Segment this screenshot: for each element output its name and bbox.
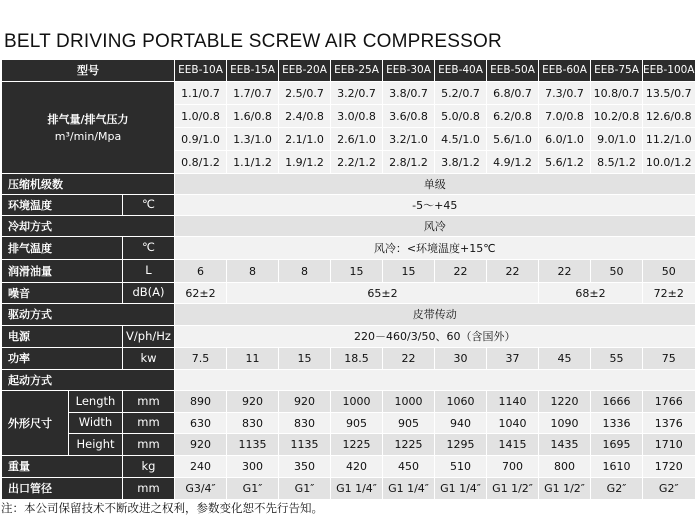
stages-label: 压缩机级数: [2, 174, 175, 195]
power-cell: 45: [539, 348, 591, 370]
outlet-cell: G3/4″: [175, 478, 227, 500]
ambient-unit: ℃: [123, 195, 175, 216]
dimension-cell: 1766: [643, 391, 696, 413]
noise-unit: dB(A): [123, 283, 175, 304]
dimension-cell: 905: [331, 413, 383, 434]
drive-row: [2, 304, 696, 326]
power-cell: 75: [643, 348, 696, 370]
footnote: 注：本公司保留技术不断改进之权利，参数变化恕不先行告知。: [1, 501, 323, 515]
exhaust-temp-unit: ℃: [123, 237, 175, 260]
power-label: 功率: [2, 348, 123, 370]
dimension-row: [2, 391, 696, 413]
stages-row: [2, 174, 696, 195]
oil-cell: 15: [383, 260, 435, 283]
exhaust-cell: 7.3/0.7: [539, 82, 591, 105]
exhaust-cell: 0.8/1.2: [175, 151, 227, 174]
weight-cell: 240: [175, 456, 227, 478]
noise-cell: 68±2: [539, 283, 643, 304]
power-cell: 11: [227, 348, 279, 370]
outlet-cell: G1 1/4″: [383, 478, 435, 500]
dimension-cell: 1435: [539, 434, 591, 456]
weight-cell: 450: [383, 456, 435, 478]
start-label: 起动方式: [2, 370, 175, 391]
model-cell: EEB-50A: [487, 60, 539, 82]
dimensions-label: 外形尺寸: [2, 391, 69, 456]
dimension-cell: 905: [383, 413, 435, 434]
weight-cell: 510: [435, 456, 487, 478]
dimension-row: [2, 434, 696, 456]
spec-table: [1, 59, 696, 500]
dimension-cell: 1140: [487, 391, 539, 413]
stages-value: 单级: [175, 174, 696, 195]
noise-row: [2, 283, 696, 304]
oil-cell: 15: [331, 260, 383, 283]
dimension-cell: 1336: [591, 413, 643, 434]
ambient-value: -5～+45: [175, 195, 696, 216]
exhaust-cell: 10.2/0.8: [591, 105, 643, 128]
exhaust-cell: 3.8/1.2: [435, 151, 487, 174]
outlet-cell: G2″: [591, 478, 643, 500]
oil-unit: L: [123, 260, 175, 283]
exhaust-cell: 4.9/1.2: [487, 151, 539, 174]
model-label: 型号: [2, 60, 175, 82]
oil-label: 润滑油量: [2, 260, 123, 283]
model-cell: EEB-100A: [643, 60, 696, 82]
dimension-row: [2, 413, 696, 434]
dimension-cell: 1135: [227, 434, 279, 456]
outlet-row: [2, 478, 696, 500]
exhaust-cell: 2.4/0.8: [279, 105, 331, 128]
model-cell: EEB-30A: [383, 60, 435, 82]
exhaust-cell: 1.0/0.8: [175, 105, 227, 128]
dimension-cell: 920: [227, 391, 279, 413]
exhaust-cell: 11.2/1.0: [643, 128, 696, 151]
oil-cell: 50: [643, 260, 696, 283]
dimension-name: Height: [69, 434, 123, 456]
dimension-cell: 1710: [643, 434, 696, 456]
weight-cell: 1610: [591, 456, 643, 478]
exhaust-label: [2, 82, 175, 174]
dimension-cell: 1376: [643, 413, 696, 434]
ambient-label: 环境温度: [2, 195, 123, 216]
exhaust-label-line2: m³/min/Mpa: [54, 129, 122, 143]
exhaust-cell: 3.6/0.8: [383, 105, 435, 128]
outlet-cell: G1″: [279, 478, 331, 500]
exhaust-cell: 6.8/0.7: [487, 82, 539, 105]
oil-cell: 6: [175, 260, 227, 283]
exhaust-cell: 1.9/1.2: [279, 151, 331, 174]
power-cell: 30: [435, 348, 487, 370]
cooling-value: 风冷: [175, 216, 696, 237]
noise-cell: 62±2: [175, 283, 227, 304]
weight-cell: 700: [487, 456, 539, 478]
outlet-cell: G1 1/4″: [331, 478, 383, 500]
dimension-cell: 1090: [539, 413, 591, 434]
exhaust-cell: 4.5/1.0: [435, 128, 487, 151]
outlet-unit: mm: [123, 478, 175, 500]
page-title: BELT DRIVING PORTABLE SCREW AIR COMPRESSOR: [4, 31, 502, 52]
power-source-label: 电源: [2, 326, 123, 348]
cooling-label: 冷却方式: [2, 216, 175, 237]
outlet-label: 出口管径: [2, 478, 123, 500]
exhaust-cell: 6.2/0.8: [487, 105, 539, 128]
exhaust-cell: 2.2/1.2: [331, 151, 383, 174]
dimension-unit: mm: [123, 413, 175, 434]
power-cell: 18.5: [331, 348, 383, 370]
outlet-cell: G1 1/2″: [487, 478, 539, 500]
exhaust-cell: 5.6/1.2: [539, 151, 591, 174]
start-value: [175, 370, 696, 391]
exhaust-cell: 6.0/1.0: [539, 128, 591, 151]
dimension-cell: 940: [435, 413, 487, 434]
model-cell: EEB-40A: [435, 60, 487, 82]
power-cell: 7.5: [175, 348, 227, 370]
dimension-cell: 1225: [331, 434, 383, 456]
power-unit: kw: [123, 348, 175, 370]
power-row: [2, 348, 696, 370]
weight-cell: 420: [331, 456, 383, 478]
power-cell: 15: [279, 348, 331, 370]
noise-label: 噪音: [2, 283, 123, 304]
dimension-cell: 630: [175, 413, 227, 434]
exhaust-temp-row: [2, 237, 696, 260]
exhaust-cell: 2.1/1.0: [279, 128, 331, 151]
dimension-cell: 830: [279, 413, 331, 434]
dimension-cell: 1695: [591, 434, 643, 456]
exhaust-cell: 9.0/1.0: [591, 128, 643, 151]
exhaust-cell: 1.1/1.2: [227, 151, 279, 174]
dimension-cell: 1666: [591, 391, 643, 413]
model-cell: EEB-15A: [227, 60, 279, 82]
exhaust-temp-label: 排气温度: [2, 237, 123, 260]
ambient-row: [2, 195, 696, 216]
oil-cell: 8: [279, 260, 331, 283]
weight-row: [2, 456, 696, 478]
exhaust-cell: 1.6/0.8: [227, 105, 279, 128]
dimension-cell: 1295: [435, 434, 487, 456]
power-source-row: [2, 326, 696, 348]
exhaust-cell: 3.0/0.8: [331, 105, 383, 128]
model-cell: EEB-25A: [331, 60, 383, 82]
dimension-cell: 1000: [331, 391, 383, 413]
dimension-cell: 1135: [279, 434, 331, 456]
power-cell: 55: [591, 348, 643, 370]
drive-label: 驱动方式: [2, 304, 175, 326]
model-cell: EEB-60A: [539, 60, 591, 82]
exhaust-cell: 1.3/1.0: [227, 128, 279, 151]
exhaust-cell: 2.6/1.0: [331, 128, 383, 151]
exhaust-cell: 7.0/0.8: [539, 105, 591, 128]
power-cell: 37: [487, 348, 539, 370]
exhaust-cell: 0.9/1.0: [175, 128, 227, 151]
dimension-cell: 1040: [487, 413, 539, 434]
outlet-cell: G1 1/4″: [435, 478, 487, 500]
dimension-cell: 920: [175, 434, 227, 456]
exhaust-cell: 2.5/0.7: [279, 82, 331, 105]
exhaust-cell: 1.7/0.7: [227, 82, 279, 105]
power-source-unit: V/ph/Hz: [123, 326, 175, 348]
exhaust-temp-value: 风冷：<环境温度+15℃: [175, 237, 696, 260]
oil-cell: 22: [435, 260, 487, 283]
weight-unit: kg: [123, 456, 175, 478]
oil-cell: 22: [487, 260, 539, 283]
outlet-cell: G1″: [227, 478, 279, 500]
exhaust-row: [2, 82, 696, 105]
dimension-cell: 1225: [383, 434, 435, 456]
exhaust-cell: 5.2/0.7: [435, 82, 487, 105]
weight-cell: 300: [227, 456, 279, 478]
exhaust-cell: 3.8/0.7: [383, 82, 435, 105]
dimension-cell: 1060: [435, 391, 487, 413]
exhaust-cell: 10.8/0.7: [591, 82, 643, 105]
dimension-cell: 1415: [487, 434, 539, 456]
dimension-cell: 1220: [539, 391, 591, 413]
dimension-name: Width: [69, 413, 123, 434]
model-cell: EEB-75A: [591, 60, 643, 82]
cooling-row: [2, 216, 696, 237]
exhaust-cell: 5.0/0.8: [435, 105, 487, 128]
model-cell: EEB-10A: [175, 60, 227, 82]
exhaust-cell: 3.2/0.7: [331, 82, 383, 105]
exhaust-label-line1: 排气量/排气压力: [47, 112, 129, 126]
oil-cell: 22: [539, 260, 591, 283]
exhaust-cell: 1.1/0.7: [175, 82, 227, 105]
weight-label: 重量: [2, 456, 123, 478]
dimension-cell: 920: [279, 391, 331, 413]
weight-cell: 350: [279, 456, 331, 478]
oil-cell: 50: [591, 260, 643, 283]
weight-cell: 1720: [643, 456, 696, 478]
oil-row: [2, 260, 696, 283]
dimension-unit: mm: [123, 434, 175, 456]
power-source-value: 220－460/3/50、60（含国外）: [175, 326, 696, 348]
weight-cell: 800: [539, 456, 591, 478]
power-cell: 22: [383, 348, 435, 370]
outlet-cell: G1 1/2″: [539, 478, 591, 500]
exhaust-cell: 12.6/0.8: [643, 105, 696, 128]
model-cell: EEB-20A: [279, 60, 331, 82]
oil-cell: 8: [227, 260, 279, 283]
outlet-cell: G2″: [643, 478, 696, 500]
dimension-name: Length: [69, 391, 123, 413]
model-row: [2, 60, 696, 82]
dimension-cell: 890: [175, 391, 227, 413]
exhaust-cell: 10.0/1.2: [643, 151, 696, 174]
exhaust-cell: 5.6/1.0: [487, 128, 539, 151]
dimension-cell: 1000: [383, 391, 435, 413]
exhaust-cell: 3.2/1.0: [383, 128, 435, 151]
noise-cell: 65±2: [227, 283, 539, 304]
noise-cell: 72±2: [643, 283, 696, 304]
exhaust-cell: 2.8/1.2: [383, 151, 435, 174]
start-row: [2, 370, 696, 391]
exhaust-cell: 8.5/1.2: [591, 151, 643, 174]
exhaust-cell: 13.5/0.7: [643, 82, 696, 105]
dimension-cell: 830: [227, 413, 279, 434]
drive-value: 皮带传动: [175, 304, 696, 326]
dimension-unit: mm: [123, 391, 175, 413]
